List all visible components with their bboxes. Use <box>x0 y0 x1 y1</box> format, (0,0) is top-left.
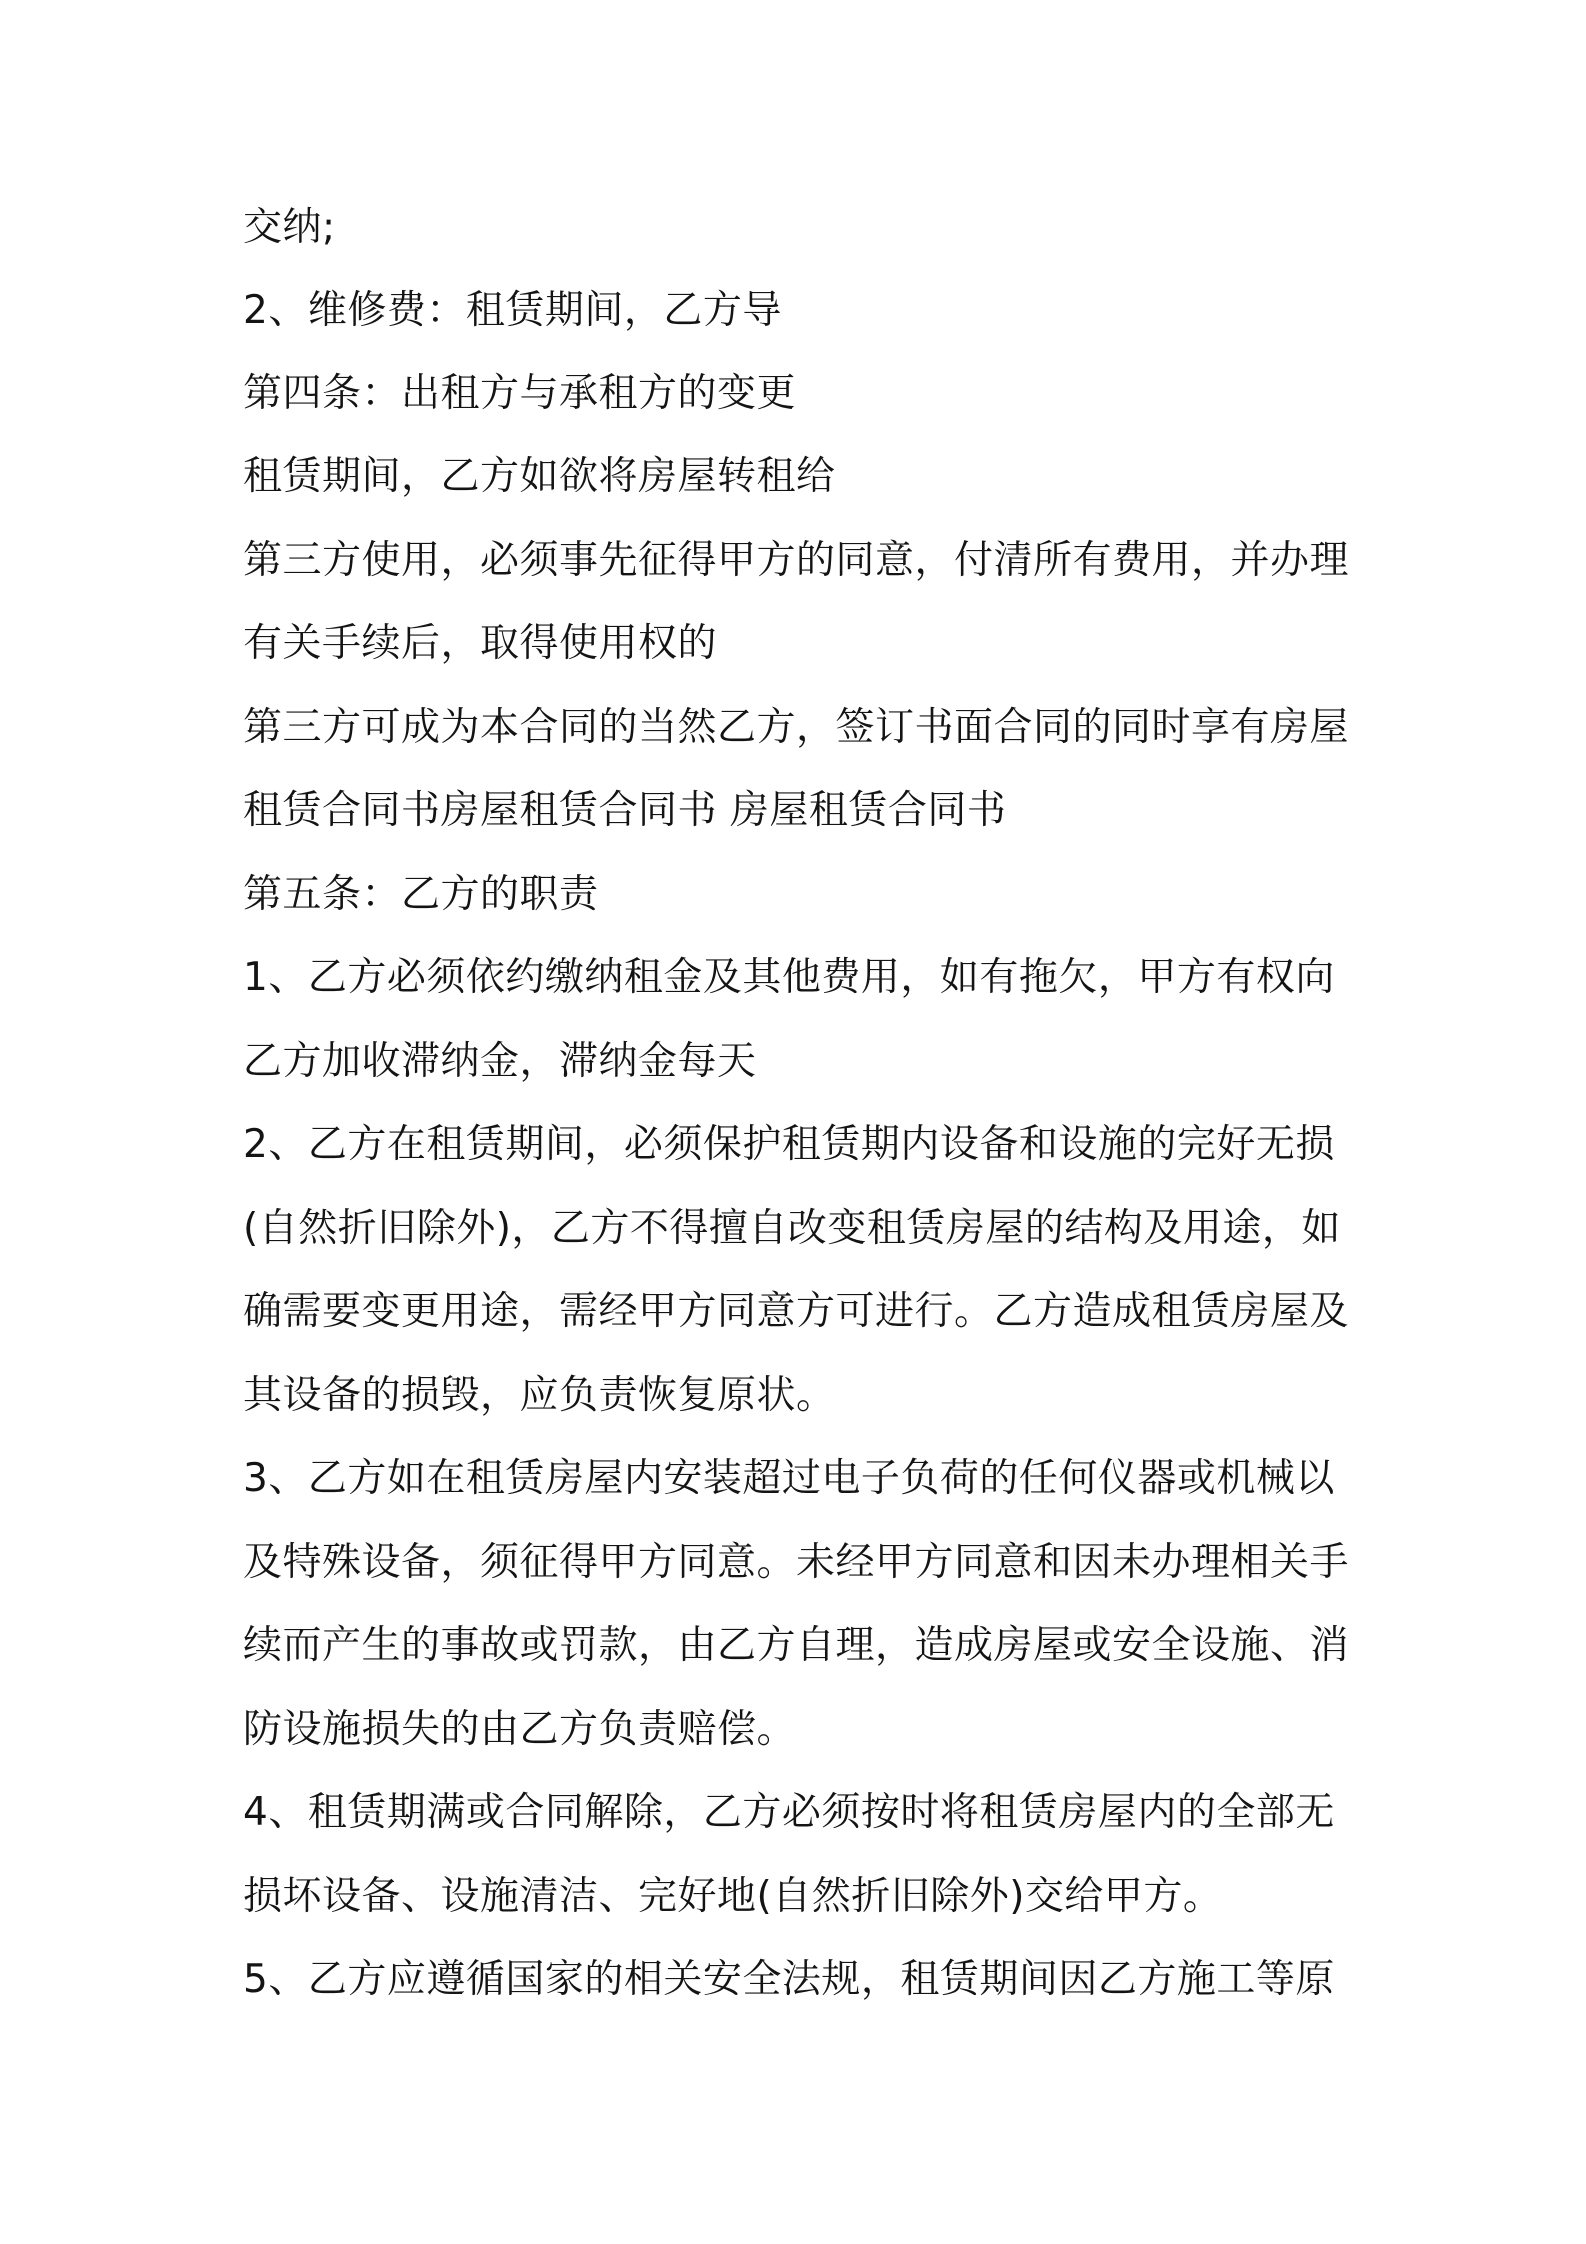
text-line: 3、乙方如在租赁房屋内安装超过电子负荷的任何仪器或机械以 <box>243 1456 1335 1501</box>
text-line: 第四条：出租方与承租方的变更 <box>243 371 797 416</box>
text-line: 第三方可成为本合同的当然乙方，签订书面合同的同时享有房屋 <box>243 705 1350 750</box>
text-line: 防设施损失的由乙方负责赔偿。 <box>243 1707 797 1752</box>
text-line: 确需要变更用途，需经甲方同意方可进行。乙方造成租赁房屋及 <box>243 1289 1350 1334</box>
text-line: 及特殊设备，须征得甲方同意。未经甲方同意和因未办理相关手 <box>243 1540 1350 1585</box>
text-line: 交纳; <box>243 205 336 250</box>
text-line: 第三方使用，必须事先征得甲方的同意，付清所有费用，并办理 <box>243 538 1350 583</box>
text-line: 第五条：乙方的职责 <box>243 872 599 917</box>
text-line: 2、乙方在租赁期间，必须保护租赁期内设备和设施的完好无损 <box>243 1122 1335 1167</box>
text-line: 续而产生的事故或罚款，由乙方自理，造成房屋或安全设施、消 <box>243 1623 1350 1668</box>
text-line: 其设备的损毁，应负责恢复原状。 <box>243 1373 836 1418</box>
text-line: 乙方加收滞纳金，滞纳金每天 <box>243 1039 757 1084</box>
text-line: (自然折旧除外)，乙方不得擅自改变租赁房屋的结构及用途，如 <box>243 1206 1341 1251</box>
text-line: 损坏设备、设施清洁、完好地(自然折旧除外)交给甲方。 <box>243 1874 1223 1919</box>
text-line: 有关手续后，取得使用权的 <box>243 621 718 666</box>
text-line: 5、乙方应遵循国家的相关安全法规，租赁期间因乙方施工等原 <box>243 1957 1335 2002</box>
text-line: 4、租赁期满或合同解除，乙方必须按时将租赁房屋内的全部无 <box>243 1790 1335 1835</box>
text-line: 1、乙方必须依约缴纳租金及其他费用，如有拖欠，甲方有权向 <box>243 955 1335 1000</box>
text-line: 2、维修费：租赁期间，乙方导 <box>243 288 782 333</box>
text-line: 租赁期间，乙方如欲将房屋转租给 <box>243 454 836 499</box>
text-line: 租赁合同书房屋租赁合同书 房屋租赁合同书 <box>243 788 1007 833</box>
